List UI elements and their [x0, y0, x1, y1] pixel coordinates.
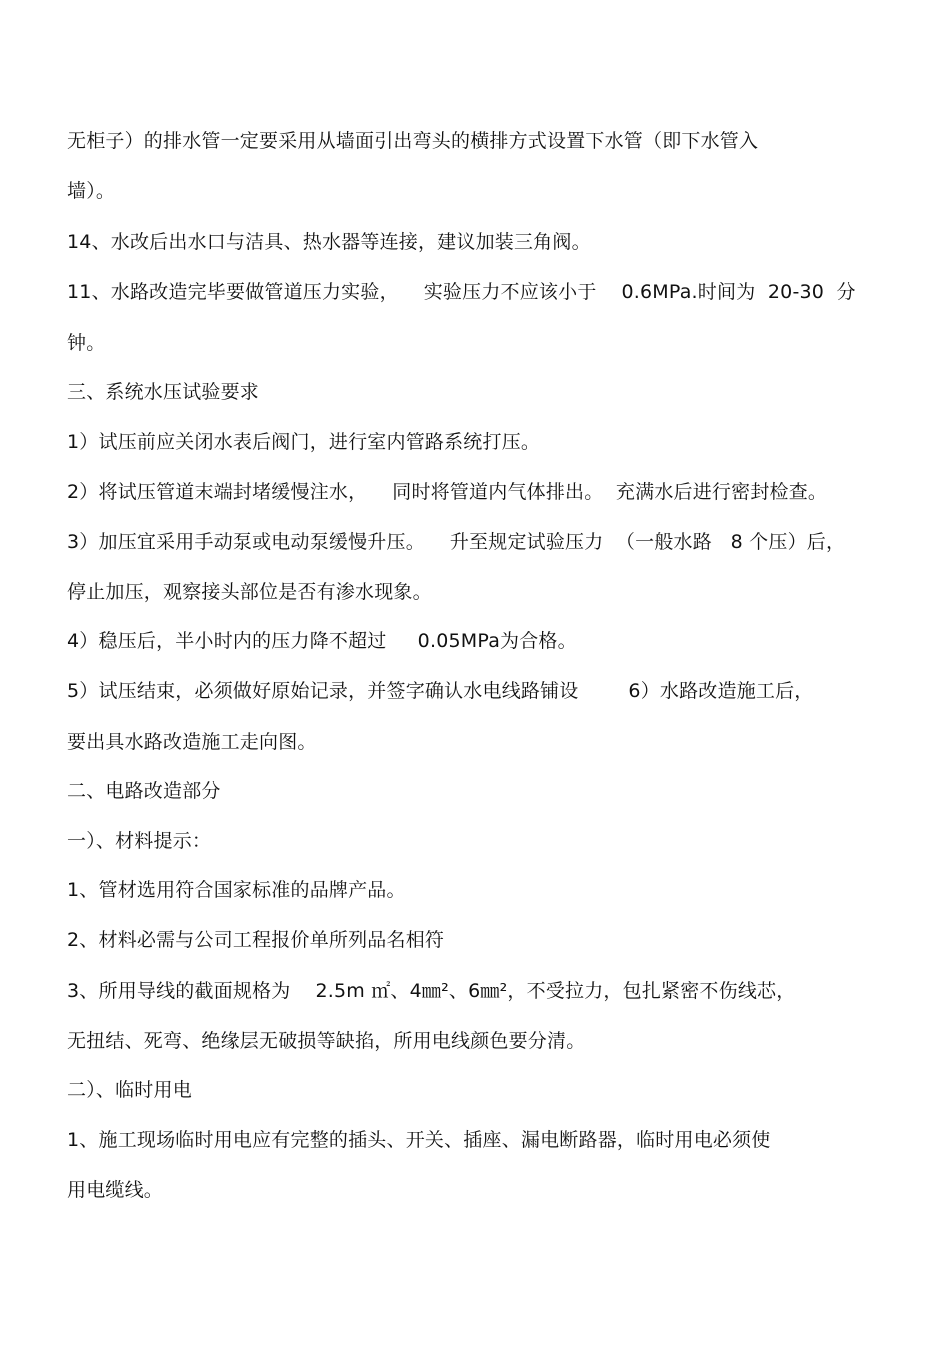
text-line: 11、水路改造完毕要做管道压力实验， 实验压力不应该小于 0.6MPa.时间为 20-30 分 [67, 281, 856, 303]
section-heading: 二、电路改造部分 [67, 780, 221, 802]
text-line: 2）将试压管道末端封堵缓慢注水， 同时将管道内气体排出。 充满水后进行密封检查。 [67, 481, 828, 503]
text-line: 1）试压前应关闭水表后阀门，进行室内管路系统打压。 [67, 431, 541, 453]
text-line: 2、材料必需与公司工程报价单所列品名相符 [67, 929, 445, 951]
text-line: 无柜子）的排水管一定要采用从墙面引出弯头的横排方式设置下水管（即下水管入 [67, 130, 759, 152]
text-line: 3）加压宜采用手动泵或电动泵缓慢升压。 升至规定试验压力 （一般水路 8 个压）后， [67, 531, 846, 553]
subsection-heading: 一）、材料提示： [67, 830, 212, 852]
text-line: 1、施工现场临时用电应有完整的插头、开关、插座、漏电断路器，临时用电必须使 [67, 1129, 771, 1151]
text-line: 5）试压结束，必须做好原始记录，并签字确认水电线路铺设 6）水路改造施工后， [67, 680, 814, 702]
text-line: 无扭结、死弯、绝缘层无破损等缺掐，所用电线颜色要分清。 [67, 1030, 586, 1052]
text-line: 钟。 [67, 332, 106, 354]
text-line: 要出具水路改造施工走向图。 [67, 731, 317, 753]
text-line: 14、水改后出水口与洁具、热水器等连接，建议加装三角阀。 [67, 231, 591, 253]
text-line: 4）稳压后，半小时内的压力降不超过 0.05MPa为合格。 [67, 630, 577, 652]
text-line: 停止加压，观察接头部位是否有渗水现象。 [67, 581, 432, 603]
text-line: 墙）。 [67, 180, 116, 202]
subsection-heading: 二）、临时用电 [67, 1079, 192, 1101]
text-line: 用电缆线。 [67, 1179, 164, 1201]
text-line: 3、所用导线的截面规格为 2.5m ㎡、4㎜²、6㎜²，不受拉力，包扎紧密不伤线芯， [67, 980, 796, 1002]
text-line: 1、管材选用符合国家标准的品牌产品。 [67, 879, 406, 901]
section-heading: 三、系统水压试验要求 [67, 381, 260, 403]
